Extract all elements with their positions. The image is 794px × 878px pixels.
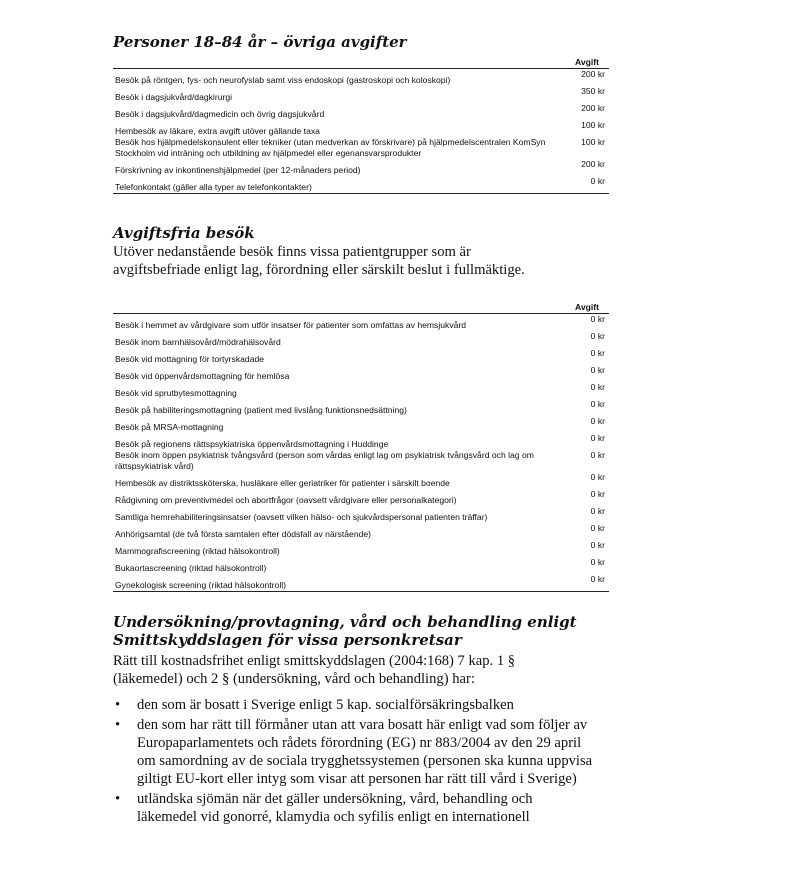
other-fees-table-body — [113, 69, 609, 194]
row-fee: 0 kr — [590, 472, 605, 482]
bullet-icon: • — [115, 717, 121, 733]
row-label: Anhörigsamtal (de två första samtalen efter dödsfall av närstående) — [115, 529, 372, 539]
row-label: Besök på MRSA-mottagning — [115, 422, 224, 432]
list-item — [113, 696, 593, 714]
row-label: Mammografiscreening (riktad hälsokontroll) — [115, 546, 280, 556]
row-fee: 200 kr — [581, 103, 605, 113]
smittskydd-bullet-list — [113, 696, 593, 828]
row-fee: 0 kr — [590, 540, 605, 550]
table-row — [113, 86, 609, 103]
table-row — [113, 69, 609, 87]
row-fee: 0 kr — [590, 382, 605, 392]
section-heading-smittskydd: Undersökning/provtagning, vård och behandling enligt Smittskyddslagen för vissa personkretsar — [113, 613, 577, 649]
row-label: Besök i hemmet av vårdgivare som utför insatser för patienter som omfattas av hemsjukvård — [115, 320, 467, 330]
table-row — [113, 348, 609, 365]
table-row — [113, 120, 609, 137]
row-fee: 100 kr — [581, 137, 605, 147]
row-label: Besök på regionens rättspsykiatriska öppenvårdsmottagning i Huddinge — [115, 439, 389, 449]
row-fee: 0 kr — [565, 574, 609, 592]
list-item — [113, 716, 593, 788]
table-row — [113, 506, 609, 523]
row-fee: 200 kr — [581, 159, 605, 169]
row-label: Hembesök av distriktssköterska, husläkare eller geriatriker för patienter i särskilt boende — [115, 478, 450, 488]
row-fee: 0 kr — [590, 416, 605, 426]
free-visits-table — [113, 302, 609, 592]
row-label: Besök hos hjälpmedelskonsulent eller tekniker (utan medverkan av förskrivare) på hjälpmedelscentralen KomSyn Stockholm vid inträning och utbildning av hjälpmedel eller egenansvarsprodukter — [115, 137, 546, 158]
table-row — [113, 574, 609, 592]
row-fee: 0 kr — [590, 489, 605, 499]
other-fees-table — [113, 57, 609, 194]
row-label: Besök i dagsjukvård/dagmedicin och övrig dagsjukvård — [115, 109, 325, 119]
free-visits-intro: Utöver nedanstående besök finns vissa patientgrupper som är avgiftsbefriade enligt lag, förordning eller särskilt beslut i fullmäktige. — [113, 244, 525, 278]
table-row — [113, 523, 609, 540]
table-row — [113, 433, 609, 450]
row-label: Bukaortascreening (riktad hälsokontroll) — [115, 563, 267, 573]
table-row — [113, 103, 609, 120]
list-item-text: den som är bosatt i Sverige enligt 5 kap. socialförsäkringsbalken — [137, 697, 514, 713]
fee-column-header: Avgift — [565, 57, 609, 69]
list-item-text: utländska sjömän när det gäller undersökning, vård, behandling och läkemedel vid gonorré, klamydia och syfilis enligt en internationell — [137, 791, 533, 825]
row-label: Rådgivning om preventivmedel och abortfrågor (oavsett vårdgivare eller personalkategori) — [115, 495, 457, 505]
row-fee: 0 kr — [590, 348, 605, 358]
row-fee: 0 kr — [590, 365, 605, 375]
row-fee: 0 kr — [565, 176, 609, 194]
list-item — [113, 790, 593, 826]
bullet-icon: • — [115, 791, 121, 807]
table-row — [113, 416, 609, 433]
table-row — [113, 176, 609, 194]
row-label: Besök på röntgen, fys- och neurofyslab samt viss endoskopi (gastroskopi och koloskopi) — [115, 75, 451, 85]
row-fee: 0 kr — [590, 557, 605, 567]
bullet-icon: • — [115, 697, 121, 713]
table-row — [113, 314, 609, 332]
row-label: Besök vid mottagning för tortyrskadade — [115, 354, 265, 364]
fee-column-header: Avgift — [565, 302, 609, 314]
row-label: Besök vid sprutbytesmottagning — [115, 388, 237, 398]
row-label: Besök inom barnhälsovård/mödrahälsovård — [115, 337, 281, 347]
row-label: Besök vid öppenvårdsmottagning för hemlösa — [115, 371, 290, 381]
section-heading-free-visits: Avgiftsfria besök — [113, 224, 255, 242]
row-label: Hembesök av läkare, extra avgift utöver gällande taxa — [115, 126, 320, 136]
row-fee: 0 kr — [590, 523, 605, 533]
row-fee: 0 kr — [590, 506, 605, 516]
table-row — [113, 365, 609, 382]
section-heading-other-fees: Personer 18–84 år – övriga avgifter — [113, 33, 407, 51]
table-row — [113, 137, 609, 159]
row-label: Samtliga hemrehabiliteringsinsatser (oavsett vilken hälso- och sjukvårdspersonal patienten träffar) — [115, 512, 488, 522]
row-label: Telefonkontakt (gäller alla typer av telefonkontakter) — [113, 176, 565, 194]
row-fee: 100 kr — [581, 120, 605, 130]
table-row — [113, 557, 609, 574]
table-row — [113, 399, 609, 416]
free-visits-table-body — [113, 314, 609, 592]
row-label: Besök i dagsjukvård/dagkirurgi — [115, 92, 233, 102]
row-label: Gynekologisk screening (riktad hälsokontroll) — [113, 574, 565, 592]
row-fee: 0 kr — [590, 314, 605, 324]
list-item-text: den som har rätt till förmåner utan att vara bosatt här enligt vad som följer av Europaparlamentets och rådets förordning (EG) nr 883/2004 av den 29 april om samordning av de sociala trygghetssystemen (personen ska kunna uppvisa giltigt EU-kort eller intyg som visar att personen har rätt till vård i Sverige) — [137, 717, 593, 787]
table-row — [113, 159, 609, 176]
row-fee: 350 kr — [581, 86, 605, 96]
row-fee: 200 kr — [581, 69, 605, 79]
label-column-header — [113, 57, 565, 69]
row-fee: 0 kr — [590, 399, 605, 409]
table-header-row — [113, 57, 609, 69]
label-column-header — [113, 302, 565, 314]
row-fee: 0 kr — [590, 433, 605, 443]
table-row — [113, 540, 609, 557]
table-row — [113, 472, 609, 489]
row-label: Besök på habiliteringsmottagning (patient med livslång funktionsnedsättning) — [115, 405, 407, 415]
table-row — [113, 331, 609, 348]
table-header-row — [113, 302, 609, 314]
row-label: Besök inom öppen psykiatrisk tvångsvård (person som vårdas enligt lag om psykiatrisk tvångsvård och lag om rättspsykiatrisk vård) — [115, 450, 534, 471]
row-fee: 0 kr — [590, 331, 605, 341]
row-fee: 0 kr — [590, 450, 605, 460]
table-row — [113, 489, 609, 506]
smittskydd-intro: Rätt till kostnadsfrihet enligt smittskyddslagen (2004:168) 7 kap. 1 § (läkemedel) och 2 § (undersökning, vård och behandling) har: — [113, 653, 516, 687]
table-row — [113, 450, 609, 472]
table-row — [113, 382, 609, 399]
row-label: Förskrivning av inkontinenshjälpmedel (per 12-månaders period) — [115, 165, 361, 175]
